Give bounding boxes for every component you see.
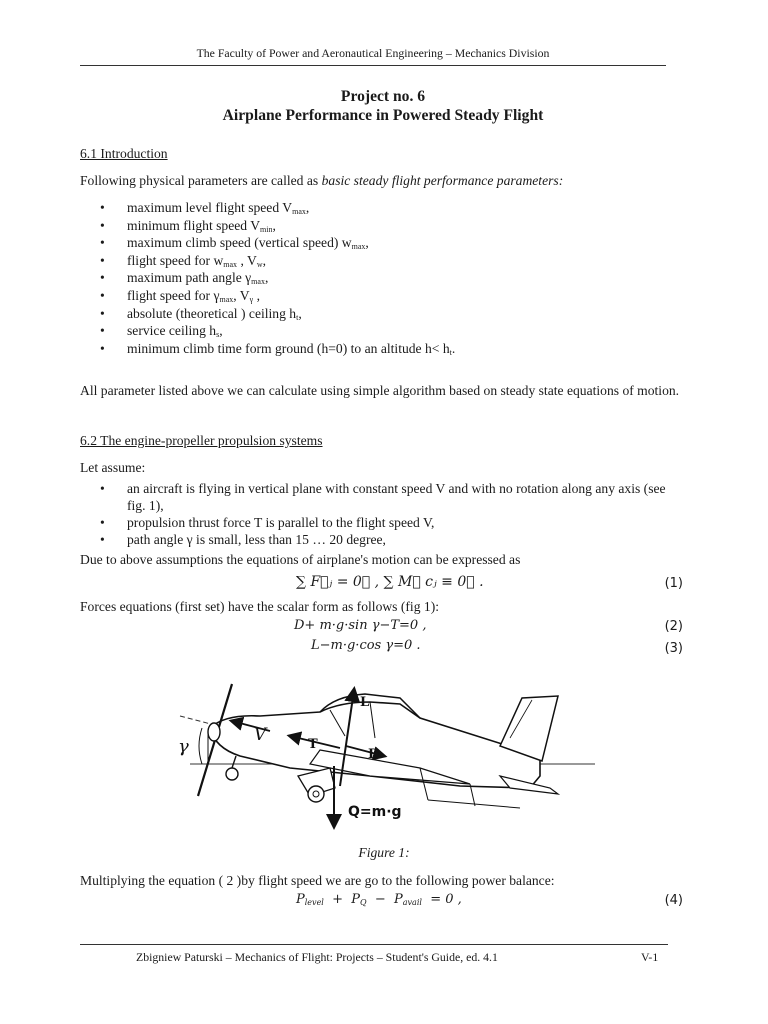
footer-rule [80,944,668,945]
running-header: The Faculty of Power and Aeronautical Engineering – Mechanics Division [196,46,550,60]
title-line-2: Airplane Performance in Powered Steady Flight [222,107,544,124]
main-wheel [308,786,324,802]
page-number: V-1 [641,950,659,964]
list-item: • path angle γ is small, less than 15 … 20 degree, [100,532,386,547]
equation-4-number: (4) [664,893,683,908]
velocity-label: V [254,725,267,745]
list-item: • service ceiling $h_s$, [100,323,223,340]
list-item: • flight speed for $w_{max}$ , $V_w$, [100,252,267,269]
intro-sentence [80,173,563,189]
footer-text: Zbigniew Paturski – Mechanics of Flight: Projects – Student's Guide, ed. 4.1 [136,950,498,964]
weight-label: Q=m·g [348,804,402,820]
list-item: • an aircraft is flying in vertical plane with constant speed V and with no rotation along any axis (see fig. 1), [100,481,666,513]
title-line-1: Project no. 6 [340,88,426,105]
intro-italic: basic steady flight performance parameters: [321,173,564,188]
airplane-force-diagram [170,676,600,840]
intro-closing-paragraph: All parameter listed above we can calculate using simple algorithm based on steady state equations of motion. [80,383,680,398]
nose-wheel [226,768,238,780]
section-heading-intro: 6.1 Introduction [80,146,168,161]
equation-2-number: (2) [664,619,683,634]
equation-4: $P_{level} + P_Q - P_{avail} = 0$ , [296,892,462,907]
list-item: • maximum climb speed (vertical speed) $w_{max}$, [100,235,369,252]
list-item: • maximum level flight speed $V_{max}$, [100,200,310,216]
let-assume-label: Let assume: [80,460,146,475]
list-item: • flight speed for $\gamma_{max}$, $V_\gamma$ , [100,287,260,304]
power-balance-text: Multiplying the equation ( 2 )by flight speed we are go to the following power balance: [80,873,555,888]
list-item: • minimum climb time form ground (h=0) to an altitude $h< h_t$. [100,340,456,357]
parameter-list [80,199,455,357]
assumption-list [80,480,687,548]
intro-plain: Following physical parameters are called as [80,173,322,188]
forces-equations-text: Forces equations (first set) have the scalar form as follows (fig 1): [80,599,439,614]
list-item: • absolute (theoretical ) ceiling $h_t$, [100,305,302,322]
list-item: • minimum flight speed $V_{min}$, [100,217,276,234]
gamma-angle-label: γ [178,736,189,757]
equation-1-number: (1) [664,576,683,591]
equation-1: ∑ F⃗ⱼ = 0⃗ , ∑ M⃗ cⱼ ≡ 0⃗ . [296,574,484,590]
section-heading-propulsion: 6.2 The engine-propeller propulsion systems [80,433,323,448]
header-rule [80,65,666,66]
figure-caption: Figure 1: [358,845,410,860]
lift-label: L [360,695,370,710]
thrust-label: T [308,737,318,752]
equation-2: D+ m·g·sin γ−T=0 , [294,618,427,633]
equation-3-number: (3) [664,641,683,656]
due-to-text: Due to above assumptions the equations of airplane's motion can be expressed as [80,552,521,567]
drag-label: D [368,747,380,762]
list-item: • maximum path angle $\gamma_{max}$, [100,270,269,287]
equation-3: L−m·g·cos γ=0 . [311,638,421,653]
list-item: • propulsion thrust force T is parallel to the flight speed V, [100,515,435,530]
